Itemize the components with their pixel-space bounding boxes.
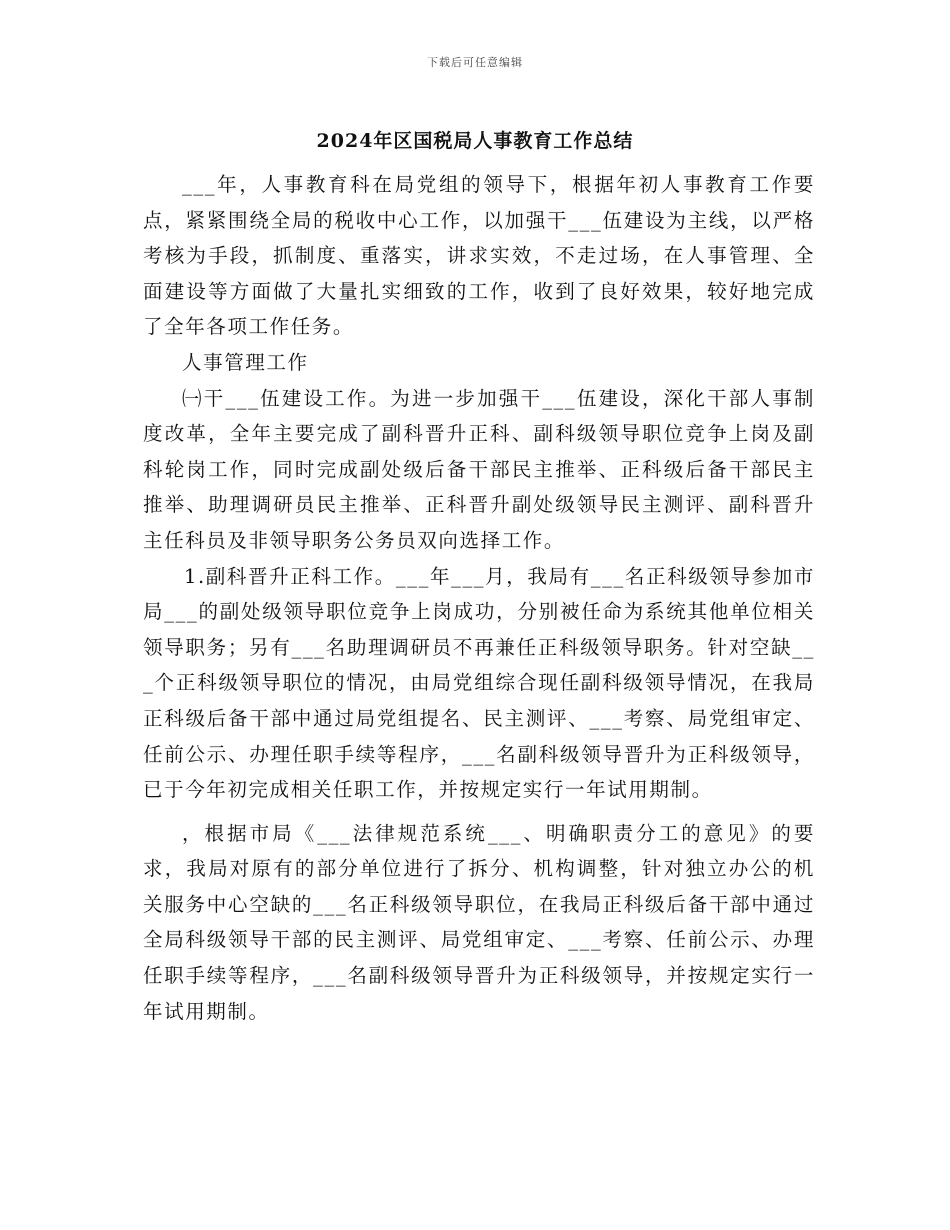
paragraph-cadre-building: ㈠干___伍建设工作。为进一步加强干___伍建设，深化干部人事制度改革，全年主要完成了副科晋升正科、副科级领导职位竞争上岗及副科轮岗工作，同时完成副处级后备干部民主推举、正科级后备干部民主推举、助理调研员民主推举、正科晋升副处级领导民主测评、副科晋升主任科员及非领导职务公务员双向选择工作。 — [143, 386, 815, 552]
paragraph-restructure: ，根据市局《___法律规范系统___、明确职责分工的意见》的要求，我局对原有的部分单位进行了拆分、机构调整，针对独立办公的机关服务中心空缺的___名正科级领导职位，在我局正科级后备干部中通过全局科级领导干部的民主测评、局党组审定、___考察、任前公示、办理任职手续等程序，___名副科级领导晋升为正科级领导，并按规定实行一年试用期制。 — [143, 821, 815, 1023]
header-note: 下载后可任意编辑 — [427, 56, 523, 69]
document-body — [143, 167, 815, 1029]
document-title: 2024年区国税局人事教育工作总结 — [316, 130, 634, 152]
section-heading: 人事管理工作 — [182, 350, 309, 374]
paragraph-promotion: 1.副科晋升正科工作。___年___月，我局有___名正科级领导参加市局___的副处级领导职位竞争上岗成功，分别被任命为系统其他单位相关领导职务；另有___名助理调研员不再兼任正科级领导职务。针对空缺___个正科级领导职位的情况，由局党组综合现任副科级领导情况，在我局正科级后备干部中通过局党组提名、民主测评、___考察、局党组审定、任前公示、办理任职手续等程序，___名副科级领导晋升为正科级领导，已于今年初完成相关任职工作，并按规定实行一年试用期制。 — [143, 564, 815, 802]
paragraph-intro: ___年，人事教育科在局党组的领导下，根据年初人事教育工作要点，紧紧围绕全局的税收中心工作，以加强干___伍建设为主线，以严格考核为手段，抓制度、重落实，讲求实效，不走过场，在人事管理、全面建设等方面做了大量扎实细致的工作，收到了良好效果，较好地完成了全年各项工作任务。 — [143, 173, 815, 339]
